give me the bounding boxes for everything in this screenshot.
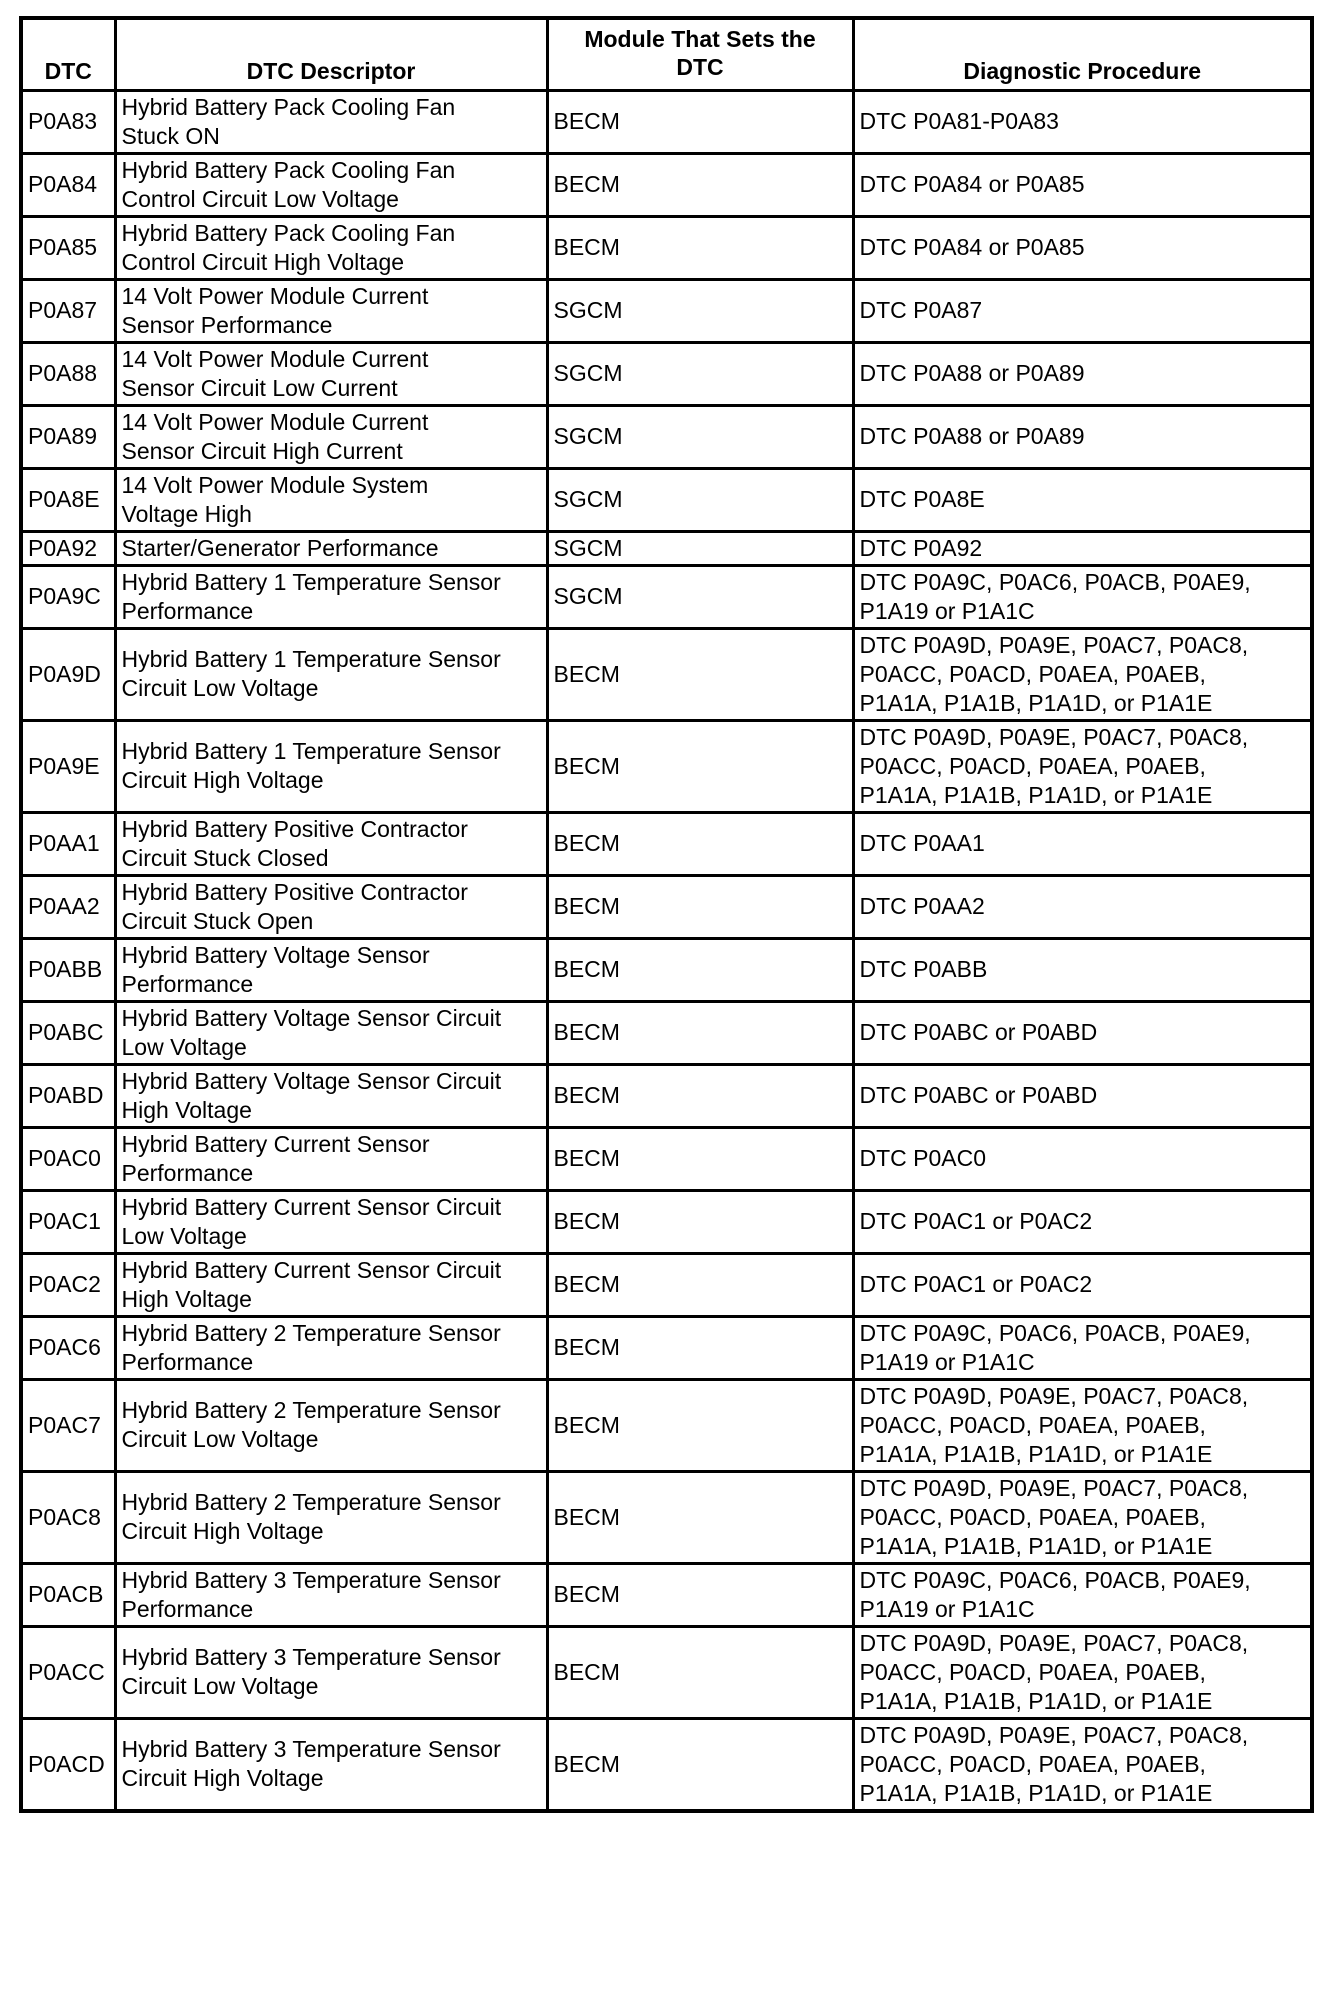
diagnostic-procedure-cell [853,279,1312,342]
dtc-descriptor-line: 14 Volt Power Module System [121,471,429,498]
module-cell: BECM [547,812,853,875]
dtc-table [19,16,1314,1813]
dtc-descriptor-line: Performance [121,1159,254,1186]
table-row [21,1718,1312,1811]
dtc-descriptor-cell [115,565,547,628]
dtc-code-cell: P0AC7 [21,1379,115,1471]
diagnostic-procedure-line: DTC P0ABB [859,956,988,982]
diagnostic-procedure-cell [853,1626,1312,1718]
diagnostic-procedure-cell [853,1190,1312,1253]
dtc-descriptor-cell [115,1190,547,1253]
dtc-descriptor-line: Hybrid Battery Voltage Sensor [121,941,430,968]
diagnostic-procedure-line: P1A1A, P1A1B, P1A1D, or P1A1E [859,1532,1213,1559]
diagnostic-procedure-line: P1A1A, P1A1B, P1A1D, or P1A1E [859,781,1213,808]
dtc-descriptor-line: Hybrid Battery Voltage Sensor Circuit [121,1067,502,1094]
module-cell: BECM [547,153,853,216]
table-row [21,1064,1312,1127]
diagnostic-procedure-line: DTC P0AA2 [859,893,985,919]
dtc-descriptor-line: Hybrid Battery Pack Cooling Fan [121,93,456,120]
dtc-descriptor-cell [115,1064,547,1127]
diagnostic-procedure-line: P1A1A, P1A1B, P1A1D, or P1A1E [859,1687,1213,1714]
diagnostic-procedure-cell [853,405,1312,468]
diagnostic-procedure-cell [853,1064,1312,1127]
diagnostic-procedure-line: DTC P0A9C, P0AC6, P0ACB, P0AE9, [859,1319,1251,1346]
module-cell: BECM [547,1001,853,1064]
table-row [21,342,1312,405]
dtc-descriptor-line: Hybrid Battery Current Sensor Circuit [121,1256,502,1283]
dtc-descriptor-line: High Voltage [121,1096,252,1123]
table-row [21,1563,1312,1626]
diagnostic-procedure-line: DTC P0AC0 [859,1145,987,1171]
dtc-descriptor-line: Control Circuit Low Voltage [121,185,399,212]
dtc-code-cell: P0ACC [21,1626,115,1718]
diagnostic-procedure-line: DTC P0AC1 or P0AC2 [859,1271,1093,1297]
dtc-descriptor-line: Low Voltage [121,1033,247,1060]
dtc-code-cell: P0ABD [21,1064,115,1127]
table-row [21,938,1312,1001]
diagnostic-procedure-line: DTC P0A9D, P0A9E, P0AC7, P0AC8, [859,1382,1249,1409]
dtc-descriptor-line: Hybrid Battery 3 Temperature Sensor [121,1644,501,1670]
table-row [21,720,1312,812]
dtc-descriptor-line: Sensor Circuit Low Current [121,374,398,401]
module-cell: BECM [547,1190,853,1253]
table-row [21,216,1312,279]
dtc-code-cell: P0A9E [21,720,115,812]
diagnostic-procedure-line: DTC P0A9C, P0AC6, P0ACB, P0AE9, [859,1566,1251,1593]
diagnostic-procedure-line: P1A1A, P1A1B, P1A1D, or P1A1E [859,1440,1213,1467]
dtc-descriptor-cell [115,342,547,405]
dtc-descriptor-cell [115,1316,547,1379]
dtc-descriptor-line: Performance [121,597,254,624]
dtc-descriptor-line: Starter/Generator Performance [121,534,439,561]
module-cell: SGCM [547,279,853,342]
diagnostic-procedure-cell [853,720,1312,812]
diagnostic-procedure-cell [853,342,1312,405]
dtc-descriptor-line: High Voltage [121,1285,252,1312]
module-cell: BECM [547,628,853,720]
dtc-descriptor-cell [115,720,547,812]
diagnostic-procedure-cell [853,938,1312,1001]
diagnostic-procedure-cell [853,468,1312,531]
diagnostic-procedure-cell [853,1001,1312,1064]
diagnostic-procedure-line: DTC P0A9D, P0A9E, P0AC7, P0AC8, [859,1721,1249,1748]
header-dtc-descriptor: DTC Descriptor [115,18,547,90]
module-cell: SGCM [547,468,853,531]
dtc-descriptor-line: Stuck ON [121,122,220,149]
diagnostic-procedure-line: P0ACC, P0ACD, P0AEA, P0AEB, [859,1411,1206,1438]
dtc-descriptor-cell [115,405,547,468]
header-row [21,18,1312,90]
dtc-descriptor-line: 14 Volt Power Module Current [121,282,429,309]
dtc-descriptor-line: Hybrid Battery Current Sensor [121,1130,430,1157]
diagnostic-procedure-line: DTC P0ABC or P0ABD [859,1019,1098,1045]
table-row [21,531,1312,565]
dtc-descriptor-line: Performance [121,1595,254,1622]
diagnostic-procedure-line: P0ACC, P0ACD, P0AEA, P0AEB, [859,1750,1206,1777]
dtc-descriptor-line: Sensor Performance [121,311,333,338]
dtc-code-cell: P0AC1 [21,1190,115,1253]
dtc-descriptor-cell [115,279,547,342]
dtc-descriptor-cell [115,875,547,938]
table-row [21,90,1312,153]
dtc-code-cell: P0A89 [21,405,115,468]
dtc-code-cell: P0A8E [21,468,115,531]
diagnostic-procedure-line: P0ACC, P0ACD, P0AEA, P0AEB, [859,1503,1206,1530]
dtc-descriptor-cell [115,153,547,216]
diagnostic-procedure-line: DTC P0AA1 [859,830,985,856]
module-cell: BECM [547,1064,853,1127]
table-row [21,565,1312,628]
diagnostic-procedure-line: P1A19 or P1A1C [859,1595,1035,1622]
diagnostic-procedure-line: P1A19 or P1A1C [859,597,1035,624]
header-dtc: DTC [21,18,115,90]
diagnostic-procedure-cell [853,565,1312,628]
dtc-descriptor-cell [115,1718,547,1811]
diagnostic-procedure-line: P0ACC, P0ACD, P0AEA, P0AEB, [859,752,1206,779]
diagnostic-procedure-cell [853,1127,1312,1190]
module-cell: BECM [547,1127,853,1190]
dtc-descriptor-line: Circuit High Voltage [121,1518,324,1544]
dtc-descriptor-line: Circuit Low Voltage [121,675,319,701]
diagnostic-procedure-cell [853,1471,1312,1563]
dtc-descriptor-cell [115,1379,547,1471]
dtc-descriptor-line: Hybrid Battery Voltage Sensor Circuit [121,1004,502,1031]
diagnostic-procedure-line: P1A1A, P1A1B, P1A1D, or P1A1E [859,689,1213,716]
module-cell: SGCM [547,531,853,565]
dtc-descriptor-cell [115,216,547,279]
dtc-descriptor-line: Circuit Low Voltage [121,1673,319,1699]
dtc-descriptor-cell [115,1127,547,1190]
diagnostic-procedure-line: DTC P0A92 [859,534,983,561]
header-diagnostic-procedure: Diagnostic Procedure [853,18,1312,90]
dtc-code-cell: P0ABC [21,1001,115,1064]
table-row [21,279,1312,342]
dtc-descriptor-line: Hybrid Battery 1 Temperature Sensor [121,738,501,764]
dtc-descriptor-line: Voltage High [121,500,252,527]
module-cell: BECM [547,90,853,153]
header-module-line-2: DTC [676,53,724,80]
diagnostic-procedure-cell [853,1563,1312,1626]
dtc-descriptor-line: Hybrid Battery Pack Cooling Fan [121,219,456,246]
diagnostic-procedure-line: DTC P0A84 or P0A85 [859,234,1085,260]
module-cell: SGCM [547,342,853,405]
dtc-descriptor-cell [115,468,547,531]
dtc-descriptor-line: Circuit Stuck Closed [121,844,329,871]
dtc-code-cell: P0A88 [21,342,115,405]
dtc-descriptor-cell [115,1471,547,1563]
dtc-descriptor-line: Hybrid Battery 1 Temperature Sensor [121,646,501,672]
header-module [547,18,853,90]
diagnostic-procedure-line: DTC P0A88 or P0A89 [859,360,1085,386]
diagnostic-procedure-cell [853,153,1312,216]
diagnostic-procedure-line: DTC P0A9D, P0A9E, P0AC7, P0AC8, [859,723,1249,750]
dtc-descriptor-line: Circuit High Voltage [121,1765,324,1791]
diagnostic-procedure-line: DTC P0A81-P0A83 [859,108,1059,134]
table-row [21,1626,1312,1718]
diagnostic-procedure-line: P0ACC, P0ACD, P0AEA, P0AEB, [859,1658,1206,1685]
diagnostic-procedure-line: DTC P0A88 or P0A89 [859,423,1085,449]
dtc-descriptor-cell [115,812,547,875]
dtc-descriptor-line: Hybrid Battery Current Sensor Circuit [121,1193,502,1220]
table-row [21,875,1312,938]
dtc-descriptor-cell [115,938,547,1001]
dtc-code-cell: P0ACB [21,1563,115,1626]
diagnostic-procedure-cell [853,875,1312,938]
dtc-descriptor-line: 14 Volt Power Module Current [121,345,429,372]
diagnostic-procedure-line: DTC P0A9D, P0A9E, P0AC7, P0AC8, [859,631,1249,658]
dtc-code-cell: P0AA2 [21,875,115,938]
dtc-descriptor-line: Performance [121,1348,254,1375]
diagnostic-procedure-line: P1A19 or P1A1C [859,1348,1035,1375]
dtc-descriptor-line: Hybrid Battery 2 Temperature Sensor [121,1397,501,1423]
table-row [21,1253,1312,1316]
dtc-descriptor-line: Circuit Low Voltage [121,1426,319,1452]
module-cell: BECM [547,216,853,279]
diagnostic-procedure-cell [853,812,1312,875]
table-row [21,1001,1312,1064]
header-module-line-1: Module That Sets the [584,25,816,52]
dtc-descriptor-line: Hybrid Battery 2 Temperature Sensor [121,1319,501,1346]
table-row [21,1379,1312,1471]
diagnostic-procedure-line: DTC P0A9D, P0A9E, P0AC7, P0AC8, [859,1629,1249,1656]
diagnostic-procedure-cell [853,90,1312,153]
dtc-descriptor-cell [115,90,547,153]
table-row [21,1127,1312,1190]
dtc-descriptor-cell [115,1563,547,1626]
dtc-descriptor-line: Hybrid Battery Positive Contractor [121,815,468,842]
dtc-descriptor-line: 14 Volt Power Module Current [121,408,429,435]
module-cell: BECM [547,1471,853,1563]
module-cell: BECM [547,720,853,812]
module-cell: BECM [547,1253,853,1316]
dtc-code-cell: P0A84 [21,153,115,216]
diagnostic-procedure-cell [853,628,1312,720]
diagnostic-procedure-line: DTC P0AC1 or P0AC2 [859,1208,1093,1234]
diagnostic-procedure-line: DTC P0A87 [859,297,983,323]
table-row [21,468,1312,531]
table-row [21,1190,1312,1253]
dtc-descriptor-line: Sensor Circuit High Current [121,437,403,464]
table-header [21,18,1312,90]
module-cell: BECM [547,1563,853,1626]
dtc-code-cell: P0A85 [21,216,115,279]
dtc-descriptor-cell [115,531,547,565]
table-row [21,405,1312,468]
dtc-descriptor-cell [115,1626,547,1718]
diagnostic-procedure-line: DTC P0ABC or P0ABD [859,1082,1098,1108]
diagnostic-procedure-line: DTC P0A9D, P0A9E, P0AC7, P0AC8, [859,1474,1249,1501]
dtc-descriptor-line: Hybrid Battery 3 Temperature Sensor [121,1566,501,1593]
dtc-descriptor-line: Circuit High Voltage [121,767,324,793]
dtc-descriptor-line: Low Voltage [121,1222,247,1249]
dtc-descriptor-line: Hybrid Battery 2 Temperature Sensor [121,1489,501,1515]
dtc-descriptor-line: Performance [121,970,254,997]
table-body [21,90,1312,1811]
dtc-code-cell: P0AC2 [21,1253,115,1316]
module-cell: SGCM [547,405,853,468]
dtc-code-cell: P0A9C [21,565,115,628]
table-row [21,812,1312,875]
module-cell: SGCM [547,565,853,628]
table-row [21,628,1312,720]
dtc-descriptor-line: Hybrid Battery Positive Contractor [121,878,468,905]
table-row [21,1316,1312,1379]
diagnostic-procedure-line: DTC P0A9C, P0AC6, P0ACB, P0AE9, [859,568,1251,595]
diagnostic-procedure-line: DTC P0A84 or P0A85 [859,171,1085,197]
diagnostic-procedure-cell [853,1718,1312,1811]
module-cell: BECM [547,1718,853,1811]
module-cell: BECM [547,875,853,938]
dtc-descriptor-line: Hybrid Battery 1 Temperature Sensor [121,568,501,595]
module-cell: BECM [547,1379,853,1471]
table-row [21,153,1312,216]
table-row [21,1471,1312,1563]
diagnostic-procedure-cell [853,531,1312,565]
diagnostic-procedure-cell [853,1316,1312,1379]
module-cell: BECM [547,1626,853,1718]
dtc-code-cell: P0AC6 [21,1316,115,1379]
dtc-code-cell: P0AC8 [21,1471,115,1563]
diagnostic-procedure-line: DTC P0A8E [859,486,985,512]
dtc-code-cell: P0A9D [21,628,115,720]
module-cell: BECM [547,938,853,1001]
diagnostic-procedure-cell [853,1253,1312,1316]
dtc-descriptor-line: Control Circuit High Voltage [121,248,405,275]
dtc-code-cell: P0ACD [21,1718,115,1811]
dtc-descriptor-line: Hybrid Battery Pack Cooling Fan [121,156,456,183]
dtc-code-cell: P0ABB [21,938,115,1001]
dtc-code-cell: P0A87 [21,279,115,342]
dtc-descriptor-line: Circuit Stuck Open [121,907,314,934]
dtc-code-cell: P0AC0 [21,1127,115,1190]
dtc-code-cell: P0AA1 [21,812,115,875]
dtc-code-cell: P0A83 [21,90,115,153]
diagnostic-procedure-line: P0ACC, P0ACD, P0AEA, P0AEB, [859,660,1206,687]
dtc-code-cell: P0A92 [21,531,115,565]
dtc-descriptor-cell [115,1001,547,1064]
diagnostic-procedure-cell [853,1379,1312,1471]
module-cell: BECM [547,1316,853,1379]
dtc-descriptor-cell [115,1253,547,1316]
diagnostic-procedure-cell [853,216,1312,279]
dtc-descriptor-cell [115,628,547,720]
dtc-descriptor-line: Hybrid Battery 3 Temperature Sensor [121,1736,501,1762]
diagnostic-procedure-line: P1A1A, P1A1B, P1A1D, or P1A1E [859,1779,1213,1806]
